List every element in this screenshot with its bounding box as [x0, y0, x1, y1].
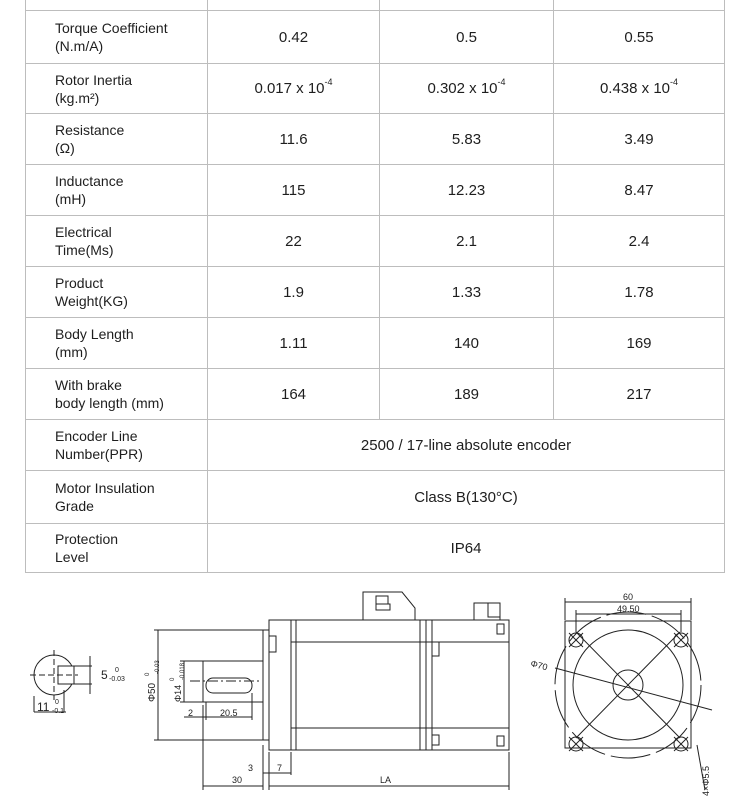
pcd-label: Φ70 — [529, 658, 549, 673]
row-label: With brake body length (mm) — [26, 369, 208, 420]
value-cell: 0.55 — [554, 11, 725, 64]
shaft-diameter-label: Φ14 — [173, 684, 183, 702]
row-label: Resistance (Ω) — [26, 114, 208, 165]
row-label: Inductance (mH) — [26, 165, 208, 216]
dimension-drawing — [0, 570, 750, 800]
mount-holes-label: 4×Φ5.5 — [701, 766, 711, 796]
motor-side-view — [190, 592, 509, 750]
value-cell: 0.5 — [380, 11, 554, 64]
flange-thickness-label: 7 — [277, 763, 283, 773]
pilot-height-label: 3 — [248, 763, 254, 773]
value-cell: 0.42 — [208, 11, 380, 64]
key-offset-label: 2 — [188, 708, 194, 718]
row-label: Rotor Inertia (kg.m²) — [26, 64, 208, 114]
value-cell: 115 — [208, 165, 380, 216]
value-cell: 1.9 — [208, 267, 380, 318]
mounting-hole — [569, 737, 583, 751]
shaft-length-label: 30 — [232, 775, 243, 785]
table-row — [26, 64, 725, 114]
svg-text:0: 0 — [170, 677, 176, 681]
value-cell: 11.6 — [208, 114, 380, 165]
row-label: Protection Level — [26, 524, 208, 573]
value-cell: 189 — [380, 369, 554, 420]
value-cell: 0.017 x $10^{-4}$ — [208, 64, 380, 114]
value-cell: 3.49 — [554, 114, 725, 165]
value-cell: 2.4 — [554, 216, 725, 267]
merged-value-cell: IP64 — [208, 524, 725, 573]
value-cell: 12.23 — [380, 165, 554, 216]
table-row — [26, 318, 725, 369]
svg-text:-0.03: -0.03 — [109, 676, 125, 683]
value-cell: 8.47 — [554, 165, 725, 216]
svg-text:0: 0 — [145, 672, 151, 676]
table-row — [26, 420, 725, 471]
svg-text:-0.018: -0.018 — [180, 662, 186, 680]
value-cell: 1.11 — [208, 318, 380, 369]
table-row — [26, 471, 725, 524]
value-cell: 140 — [380, 318, 554, 369]
table-row — [26, 524, 725, 573]
row-label: Motor Insulation Grade — [26, 471, 208, 524]
value-cell: 0.438 x $10^{-4}$ — [554, 64, 725, 114]
table-row — [26, 216, 725, 267]
body-length-label: LA — [380, 775, 392, 785]
value-cell: 1.33 — [380, 267, 554, 318]
table-row — [26, 267, 725, 318]
svg-text:0: 0 — [115, 667, 119, 674]
row-label: Product Weight(KG) — [26, 267, 208, 318]
value-cell: 5.83 — [380, 114, 554, 165]
flange-size-label: 60 — [623, 592, 634, 602]
value-cell: 217 — [554, 369, 725, 420]
row-label: Torque Coefficient (N.m/A) — [26, 11, 208, 64]
merged-value-cell: Class B(130°C) — [208, 471, 725, 524]
svg-text:0: 0 — [55, 699, 59, 706]
row-label: Body Length (mm) — [26, 318, 208, 369]
hole-spacing-label: 49.50 — [617, 604, 640, 614]
value-cell: 2.1 — [380, 216, 554, 267]
spec-table — [25, 0, 725, 573]
keyway-width-label: 5 — [101, 668, 108, 682]
table-row-cutoff — [26, 0, 725, 11]
table-row — [26, 114, 725, 165]
pilot-diameter-label: Φ50 — [147, 682, 158, 702]
svg-text:-0.1: -0.1 — [52, 708, 65, 715]
row-label: Encoder Line Number(PPR) — [26, 420, 208, 471]
table-row — [26, 165, 725, 216]
motor-front-view — [555, 598, 712, 790]
value-cell: 0.302 x $10^{-4}$ — [380, 64, 554, 114]
value-cell: 164 — [208, 369, 380, 420]
side-dimensions — [154, 630, 509, 790]
mounting-hole — [674, 737, 688, 751]
keyway-depth-label: 11 — [37, 700, 50, 714]
value-cell: 1.78 — [554, 267, 725, 318]
svg-text:-0.03: -0.03 — [155, 660, 161, 674]
key-length-label: 20.5 — [220, 708, 238, 718]
row-label: Electrical Time(Ms) — [26, 216, 208, 267]
merged-value-cell: 2500 / 17-line absolute encoder — [208, 420, 725, 471]
table-row — [26, 369, 725, 420]
table-row — [26, 11, 725, 64]
value-cell: 169 — [554, 318, 725, 369]
value-cell: 22 — [208, 216, 380, 267]
